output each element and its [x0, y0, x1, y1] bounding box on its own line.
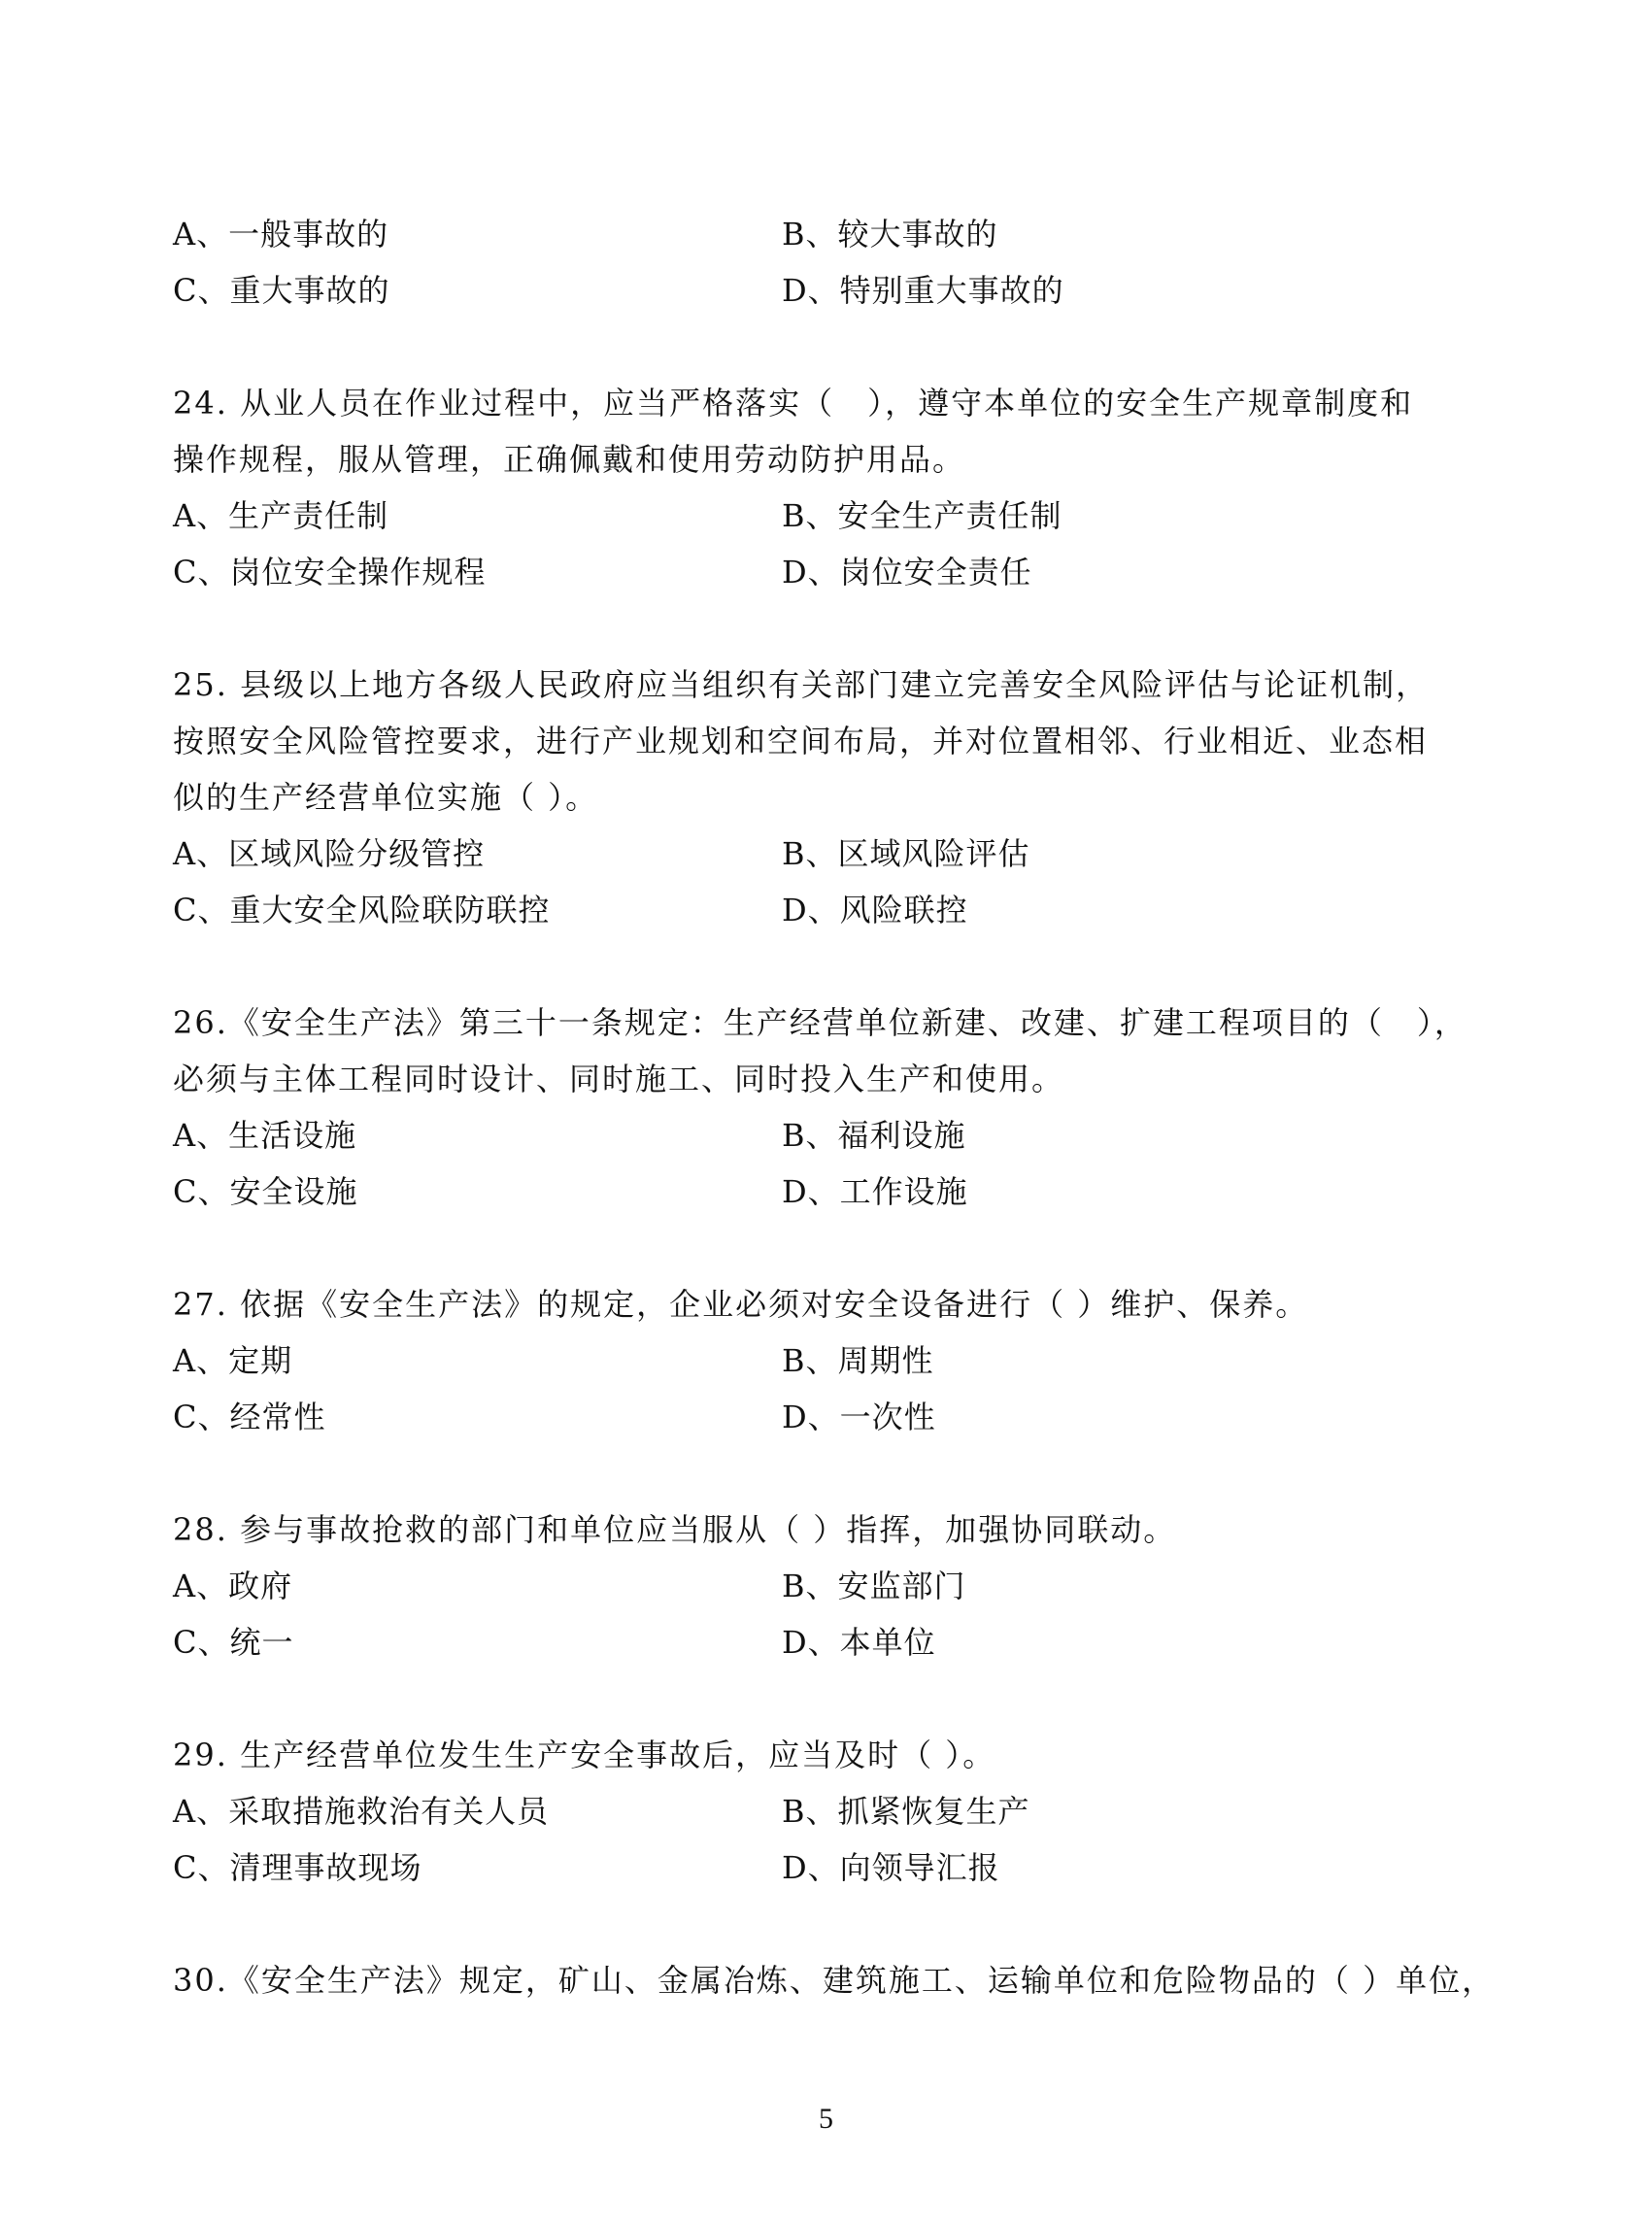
- options-row: [173, 826, 1513, 882]
- options-row: [173, 544, 1513, 600]
- option-a: A、采取措施救治有关人员: [173, 1793, 550, 1830]
- question-stem: 24. 从业人员在作业过程中，应当严格落实（ ），遵守本单位的安全生产规章制度和: [173, 385, 1414, 422]
- question-stem: 似的生产经营单位实施（ ）。: [173, 779, 599, 816]
- option-b: B、周期性: [782, 1342, 934, 1379]
- question-28: [173, 1501, 1513, 1670]
- option-c: C、清理事故现场: [173, 1849, 422, 1886]
- options-row: [173, 1164, 1513, 1220]
- question-stem: 必须与主体工程同时设计、同时施工、同时投入生产和使用。: [173, 1061, 1065, 1097]
- question-stem: 30.《安全生产法》规定，矿山、金属冶炼、建筑施工、运输单位和危险物品的（ ）单位，: [173, 1962, 1496, 1999]
- option-b: B、抓紧恢复生产: [782, 1793, 1030, 1830]
- options-row: [173, 1614, 1513, 1670]
- option-a: A、一般事故的: [173, 216, 389, 253]
- question-30: [173, 1952, 1513, 2008]
- option-b: B、安监部门: [782, 1568, 966, 1604]
- options-row: [173, 488, 1513, 544]
- question-stem: 操作规程，服从管理，正确佩戴和使用劳动防护用品。: [173, 441, 966, 478]
- options-row: [173, 882, 1513, 938]
- option-b: B、福利设施: [782, 1117, 966, 1154]
- option-a: A、生活设施: [173, 1117, 357, 1154]
- question-stem: 29. 生产经营单位发生生产安全事故后，应当及时（ ）。: [173, 1737, 996, 1773]
- option-c: C、重大安全风险联防联控: [173, 892, 551, 928]
- options-row: [173, 1107, 1513, 1164]
- options-row: [173, 262, 1513, 319]
- options-row: [173, 1783, 1513, 1839]
- option-a: A、区域风险分级管控: [173, 835, 486, 872]
- option-d: D、一次性: [782, 1399, 936, 1435]
- options-row: [173, 1558, 1513, 1614]
- option-b: B、较大事故的: [782, 216, 998, 253]
- option-c: C、统一: [173, 1624, 294, 1661]
- options-row: [173, 1332, 1513, 1389]
- question-stem: 按照安全风险管控要求，进行产业规划和空间布局，并对位置相邻、行业相近、业态相: [173, 723, 1429, 759]
- question-stem: 28. 参与事故抢救的部门和单位应当服从（ ）指挥，加强协同联动。: [173, 1511, 1177, 1548]
- question-stem: 25. 县级以上地方各级人民政府应当组织有关部门建立完善安全风险评估与论证机制，: [173, 666, 1430, 703]
- option-b: B、区域风险评估: [782, 835, 1030, 872]
- options-row: [173, 206, 1513, 262]
- question-25: [173, 657, 1513, 938]
- option-d: D、本单位: [782, 1624, 936, 1661]
- option-c: C、安全设施: [173, 1173, 358, 1210]
- question-26: [173, 995, 1513, 1220]
- page-number: 5: [819, 2103, 833, 2135]
- question-27: [173, 1276, 1513, 1445]
- option-b: B、安全生产责任制: [782, 497, 1062, 534]
- question-list: [173, 206, 1513, 2065]
- option-c: C、重大事故的: [173, 272, 390, 309]
- question-stem: 26.《安全生产法》第三十一条规定：生产经营单位新建、改建、扩建工程项目的（ ），: [173, 1004, 1467, 1041]
- option-c: C、经常性: [173, 1399, 326, 1435]
- question-24: [173, 375, 1513, 600]
- options-row: [173, 1389, 1513, 1445]
- question-23-options: [173, 206, 1513, 319]
- option-d: D、风险联控: [782, 892, 968, 928]
- options-row: [173, 1839, 1513, 1896]
- option-d: D、岗位安全责任: [782, 554, 1032, 590]
- question-29: [173, 1727, 1513, 1896]
- option-c: C、岗位安全操作规程: [173, 554, 487, 590]
- option-d: D、向领导汇报: [782, 1849, 1000, 1886]
- option-a: A、定期: [173, 1342, 293, 1379]
- question-stem: 27. 依据《安全生产法》的规定，企业必须对安全设备进行（ ）维护、保养。: [173, 1286, 1309, 1323]
- option-d: D、工作设施: [782, 1173, 968, 1210]
- option-a: A、政府: [173, 1568, 293, 1604]
- option-d: D、特别重大事故的: [782, 272, 1064, 309]
- option-a: A、生产责任制: [173, 497, 389, 534]
